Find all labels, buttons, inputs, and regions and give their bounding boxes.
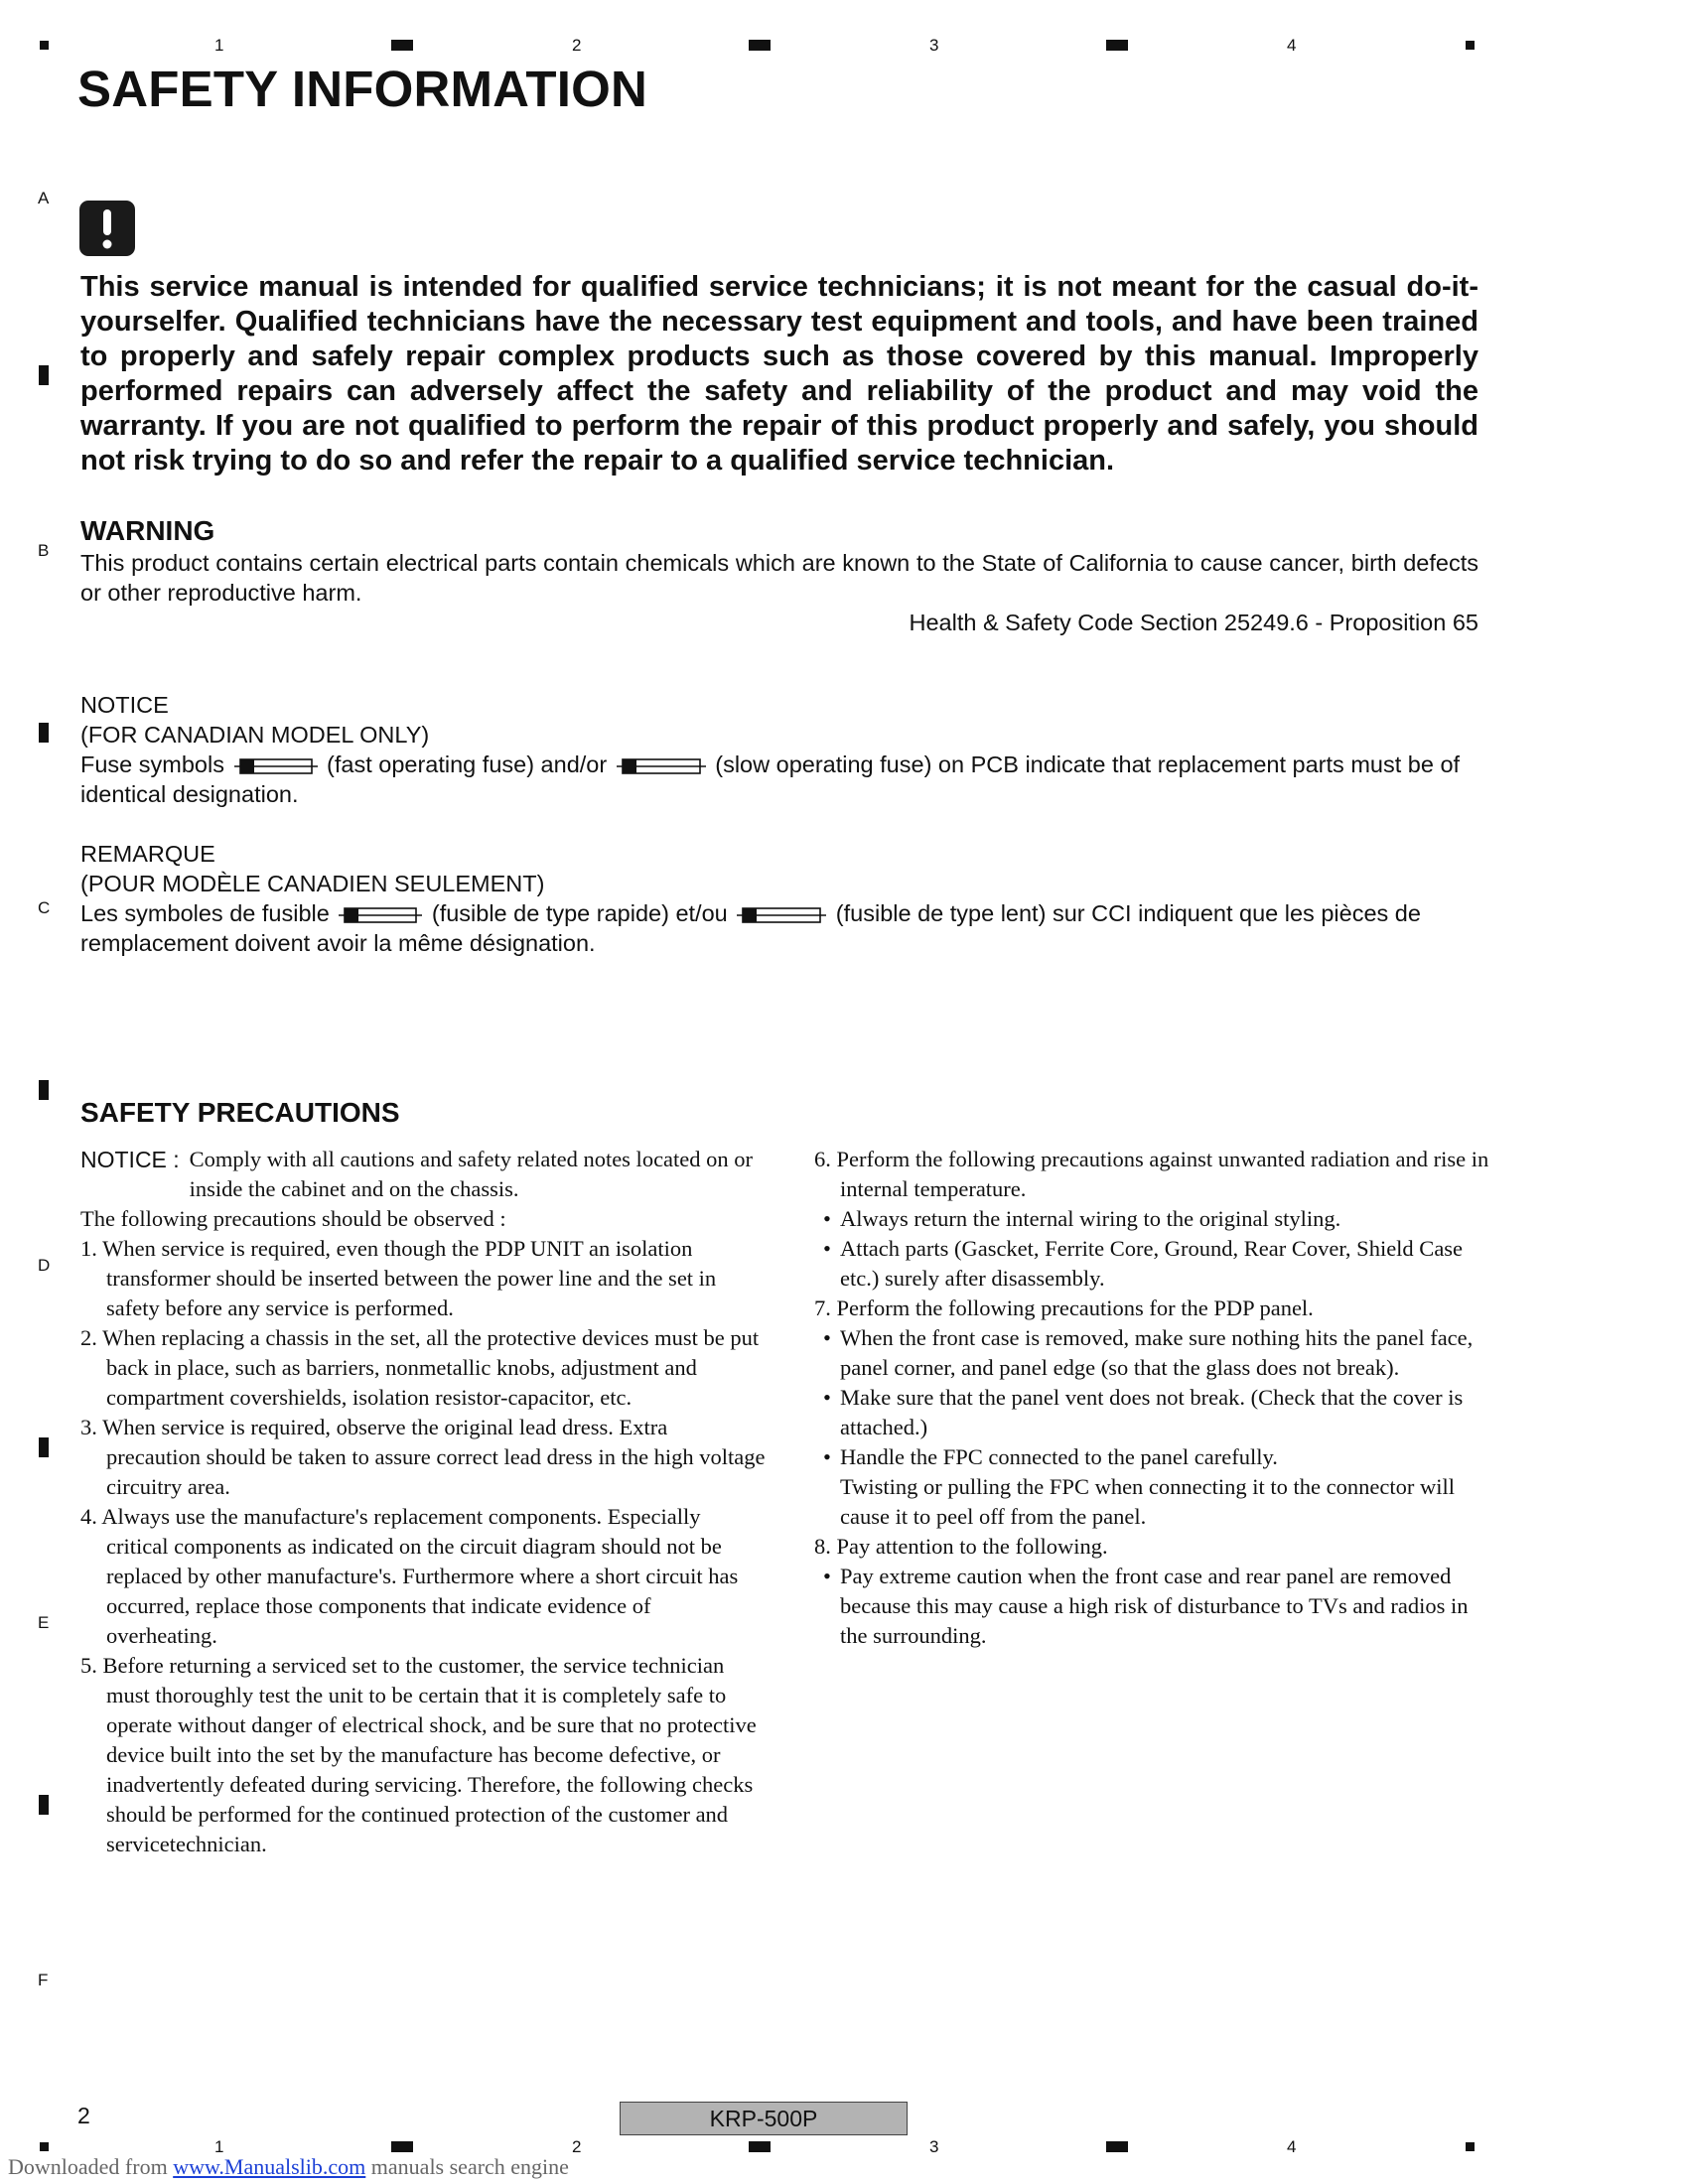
column-mark (1106, 2141, 1128, 2152)
column-number: 2 (572, 36, 582, 55)
column-mark (391, 40, 413, 51)
notice-canadian-section (80, 690, 1478, 809)
row-letter: D (38, 1256, 51, 1275)
notice-text-part: (fast operating fuse) and/or (327, 751, 608, 777)
notice-label: NOTICE : (80, 1147, 180, 1172)
top-column-marks (0, 36, 1688, 56)
bullet-text: Handle the FPC connected to the panel carefully. (840, 1444, 1278, 1469)
slow-fuse-symbol-icon (737, 905, 826, 925)
page-title: SAFETY INFORMATION (77, 61, 648, 117)
precautions-left-column (80, 1145, 766, 1859)
notice-text-part: (slow operating fuse) on PCB indicate that replacement parts must be of identical designation. (80, 751, 1461, 807)
row-mark (39, 1080, 49, 1100)
model-number-box: KRP-500P (620, 2102, 908, 2135)
remarque-canadian-section (80, 839, 1478, 958)
row-letter: C (38, 898, 51, 917)
exclamation-warning-icon (79, 201, 135, 256)
notice-heading: NOTICE (80, 692, 169, 718)
bullet-glyph: • (823, 1444, 831, 1469)
warning-citation: Health & Safety Code Section 25249.6 - Proposition 65 (909, 610, 1478, 635)
column-number: 4 (1287, 2137, 1297, 2156)
row-mark (39, 1795, 49, 1815)
column-number: 3 (929, 2137, 939, 2156)
manualslib-link[interactable]: www.Manualslib.com (173, 2154, 366, 2179)
row-letter: F (38, 1971, 49, 1989)
left-row-marks (0, 0, 70, 2184)
precaution-item: 8. Pay attention to the following. (814, 1534, 1108, 1559)
fast-fuse-symbol-icon (339, 905, 422, 925)
precautions-lead: The following precautions should be observed : (80, 1206, 506, 1231)
column-number: 3 (929, 36, 939, 55)
column-number: 1 (214, 2137, 224, 2156)
bullet-glyph: • (823, 1385, 831, 1410)
safety-precautions-title: SAFETY PRECAUTIONS (80, 1097, 400, 1128)
bullet-text: Pay extreme caution when the front case and rear panel are removed because this may cause a high risk of disturbance to TVs and radios in the surrounding. (840, 1564, 1469, 1648)
notice-text-part: Fuse symbols (80, 751, 224, 777)
warning-section (80, 514, 1478, 637)
corner-mark (40, 2142, 49, 2151)
bullet-text: Make sure that the panel vent does not break. (Check that the cover is attached.) (840, 1385, 1464, 1439)
warning-heading: WARNING (80, 515, 215, 546)
column-mark (1106, 40, 1128, 51)
bullet-glyph: • (823, 1564, 831, 1588)
remarque-text-part: (fusible de type rapide) et/ou (431, 900, 728, 926)
remarque-text-part: (fusible de type lent) sur CCI indiquent que les pièces de remplacement doivent avoir la même désignation. (80, 900, 1421, 956)
column-number: 2 (572, 2137, 582, 2156)
column-mark (749, 40, 771, 51)
precaution-item: 1. When service is required, even though the PDP UNIT an isolation transformer should be inserted between the power line and the set in safety before any service is performed. (80, 1236, 717, 1320)
precaution-item: 2. When replacing a chassis in the set, all the protective devices must be put back in place, such as barriers, nonmetallic knobs, adjustment and compartment covershields, isolation resistor-capacitor, etc. (80, 1325, 760, 1410)
corner-mark (1466, 41, 1475, 50)
row-mark (39, 365, 49, 385)
remarque-text (80, 898, 1478, 958)
bullet-text: Attach parts (Gascket, Ferrite Core, Ground, Rear Cover, Shield Case etc.) surely after disassembly. (840, 1236, 1464, 1291)
precaution-bullet (814, 1383, 1489, 1442)
row-mark (39, 723, 49, 743)
bullet-glyph: • (823, 1236, 831, 1261)
footer-prefix: Downloaded from (8, 2154, 168, 2179)
fast-fuse-symbol-icon (234, 756, 318, 776)
column-mark (749, 2141, 771, 2152)
bullet-glyph: • (823, 1206, 831, 1231)
slow-fuse-symbol-icon (617, 756, 706, 776)
row-letter: A (38, 189, 50, 207)
precaution-bullet (814, 1562, 1489, 1651)
remarque-heading: REMARQUE (80, 841, 215, 867)
row-mark (39, 1437, 49, 1457)
precaution-continuation: Twisting or pulling the FPC when connecting it to the connector will cause it to peel off from the panel. (840, 1474, 1455, 1529)
bullet-glyph: • (823, 1325, 831, 1350)
bullet-text: When the front case is removed, make sure nothing hits the panel face, panel corner, and panel edge (so that the glass does not break). (840, 1325, 1474, 1380)
qualification-notice: This service manual is intended for qualified service technicians; it is not meant for the casual do-it-yourselfer. Qualified technicians have the necessary test equipment and tools, and have been trained to properly and safely repair complex products such as those covered by this manual. Improperly performed repairs can adversely affect the safety and reliability of the product and may void the warranty. If you are not qualified to perform the repair of this product properly and safely, you should not risk trying to do so and refer the repair to a qualified service technician. (80, 271, 1478, 477)
precaution-item: 4. Always use the manufacture's replacement components. Especially critical components as indicated on the circuit diagram should not be replaced by other manufacture's. Furthermore where a short circuit has occurred, replace those components that indicate evidence of overheating. (80, 1504, 739, 1648)
precaution-bullet (814, 1323, 1489, 1383)
row-letter: B (38, 541, 50, 560)
page-number: 2 (77, 2103, 90, 2128)
notice-body: Comply with all cautions and safety related notes located on or inside the cabinet and on the chassis. (189, 1147, 754, 1201)
row-letter: E (38, 1613, 50, 1632)
precaution-item: 5. Before returning a serviced set to the customer, the service technician must thoroughly test the unit to be certain that it is completely safe to operate without danger of electrical shock, and be sure that no protective device built into the set by the manufacture has become defective, or inadvertently defeated during servicing. Therefore, the following checks should be performed for the continued protection of the customer and servicetechnician. (80, 1653, 757, 1856)
precaution-bullet (814, 1234, 1489, 1294)
notice-text (80, 750, 1478, 809)
precaution-item: 3. When service is required, observe the original lead dress. Extra precaution should be taken to assure correct lead dress in the high voltage circuitry area. (80, 1415, 766, 1499)
bullet-text: Always return the internal wiring to the original styling. (840, 1206, 1341, 1231)
remarque-subheading: (POUR MODÈLE CANADIEN SEULEMENT) (80, 871, 545, 896)
column-number: 1 (214, 36, 224, 55)
column-number: 4 (1287, 36, 1297, 55)
footer-suffix: manuals search engine (365, 2154, 569, 2179)
warning-text: This product contains certain electrical parts contain chemicals which are known to the State of California to cause cancer, birth defects or other reproductive harm. (80, 550, 1478, 606)
precautions-notice (80, 1145, 766, 1204)
precautions-right-column (814, 1145, 1489, 1651)
column-mark (391, 2141, 413, 2152)
corner-mark (1466, 2142, 1475, 2151)
precaution-item: 6. Perform the following precautions against unwanted radiation and rise in internal temperature. (814, 1147, 1489, 1201)
download-footer (8, 2154, 569, 2180)
precaution-item: 7. Perform the following precautions for the PDP panel. (814, 1296, 1314, 1320)
notice-subheading: (FOR CANADIAN MODEL ONLY) (80, 722, 430, 748)
precaution-bullet (814, 1204, 1489, 1234)
remarque-text-part: Les symboles de fusible (80, 900, 330, 926)
precaution-bullet (814, 1442, 1489, 1472)
